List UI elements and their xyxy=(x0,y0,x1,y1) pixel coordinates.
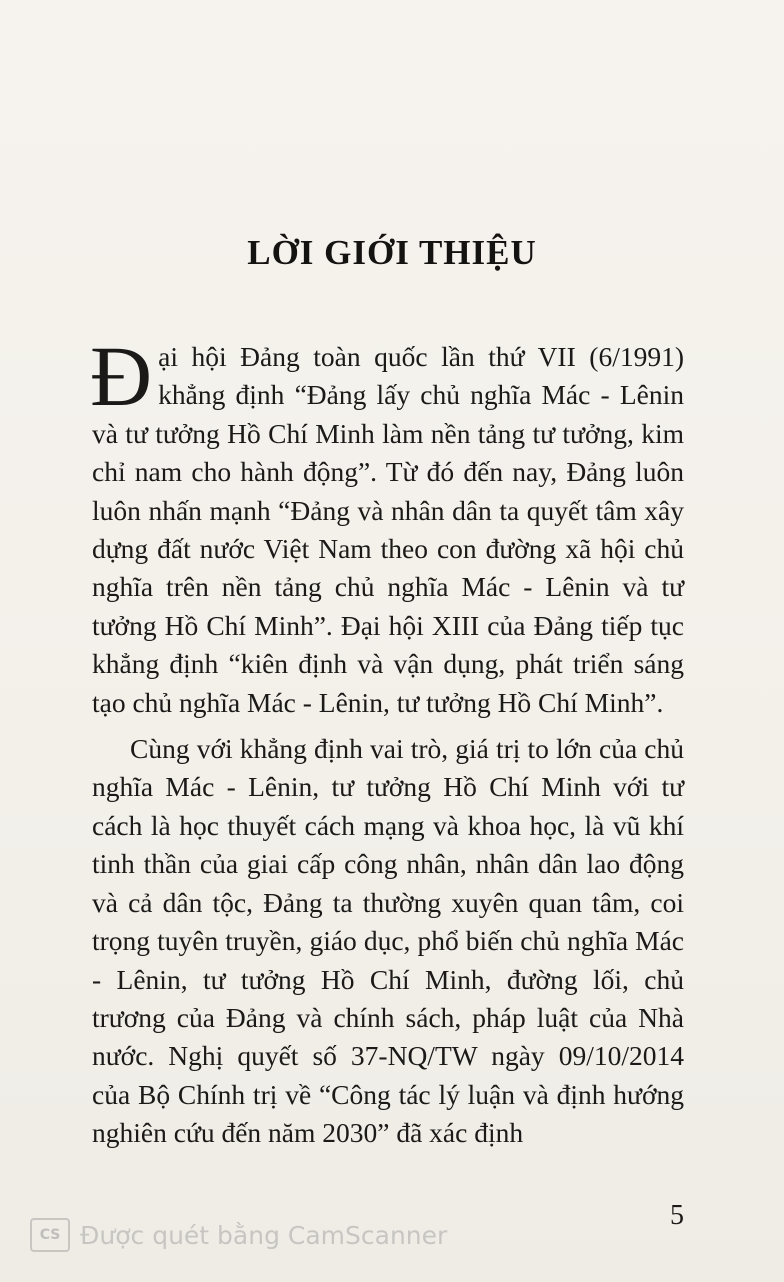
page-number: 5 xyxy=(670,1200,684,1231)
paragraph-1 xyxy=(90,328,684,722)
page-title: LỜI GIỚI THIỆU xyxy=(247,233,537,272)
drop-cap: Đ xyxy=(90,328,153,424)
paragraph-2: Cùng với khẳng định vai trò, giá trị to lớn của chủ nghĩa Mác - Lênin, tư tưởng Hồ Chí Minh với tư cách là học thuyết cách mạng và khoa học, là vũ khí tinh thần của giai cấp công nhân, nhân dân lao động và cả dân tộc, Đảng ta thường xuyên quan tâm, coi trọng tuyên truyền, giáo dục, phổ biến chủ nghĩa Mác - Lênin, tư tưởng Hồ Chí Minh, đường lối, chủ trương của Đảng và chính sách, pháp luật của Nhà nước. Nghị quyết số 37-NQ/TW ngày 09/10/2014 của Bộ Chính trị về “Công tác lý luận và định hướng nghiên cứu đến năm 2030” đã xác định xyxy=(92,733,684,1149)
camscanner-logo-icon: CS xyxy=(30,1218,70,1252)
bleed-through-texture xyxy=(110,95,710,335)
watermark-text: Được quét bằng CamScanner xyxy=(80,1220,448,1250)
paragraph-1-text: ại hội Đảng toàn quốc lần thứ VII (6/1991) khẳng định “Đảng lấy chủ nghĩa Mác - Lênin và tư tưởng Hồ Chí Minh làm nền tảng tư tưởng, kim chỉ nam cho hành động”. Từ đó đến nay, Đảng luôn luôn nhấn mạnh “Đảng và nhân dân ta quyết tâm xây dựng đất nước Việt Nam theo con đường xã hội chủ nghĩa trên nền tảng chủ nghĩa Mác - Lênin và tư tưởng Hồ Chí Minh”. Đại hội XIII của Đảng tiếp tục khẳng định “kiên định và vận dụng, phát triển sáng tạo chủ nghĩa Mác - Lênin, tư tưởng Hồ Chí Minh”. xyxy=(92,341,684,718)
scanner-watermark xyxy=(30,1218,447,1252)
body-text xyxy=(90,328,684,1153)
